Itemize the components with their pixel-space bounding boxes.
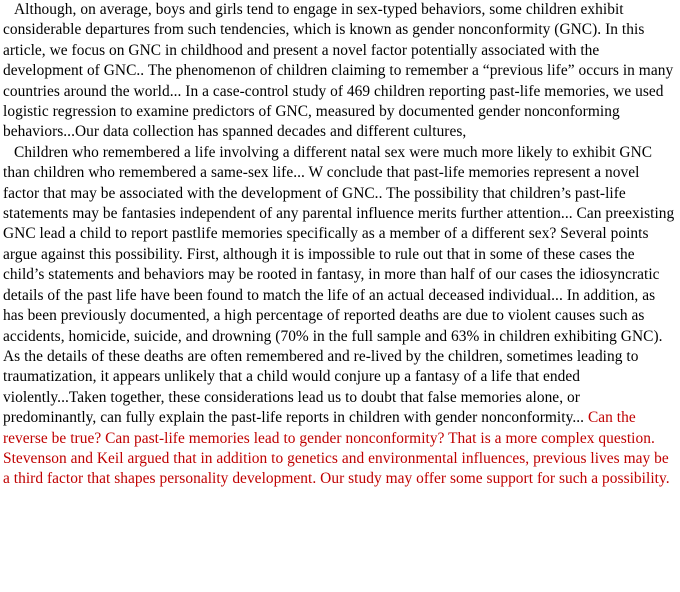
- document-body: [3, 0, 675, 490]
- paragraph-intro: Although, on average, boys and girls tend to engage in sex-typed behaviors, some children exhibit considerable departures from such tendencies, which is known as gender nonconformity (GNC). In this article, we focus on GNC in childhood and present a novel factor potentially associated with the development of GNC.. The phenomenon of children claiming to remember a “previous life” occurs in many countries around the world... In a case-control study of 469 children reporting past-life memories, we used logistic regression to examine predictors of GNC, measured by documented gender nonconforming behaviors...Our data collection has spanned decades and different cultures,: [3, 1, 674, 141]
- paragraph-findings: [3, 143, 675, 490]
- highlighted-conclusion-text: Can the reverse be true? Can past-life memories lead to gender nonconformity? That is a more complex question. Stevenson and Keil argued that in addition to genetics and environmental influences, previous lives may be a third factor that shapes personality development. Our study may offer some support for such a possibility.: [3, 409, 670, 488]
- paragraph-findings-text: Children who remembered a life involving a different natal sex were much more likely to exhibit GNC than children who remembered a same-sex life... W conclude that past-life memories represent a novel factor that may be associated with the development of GNC.. The possibility that children’s past-life statements may be fantasies independent of any parental influence merits further attention... Can preexisting GNC lead a child to report pastlife memories specifically as a member of a different sex? Several points argue against this possibility. First, although it is impossible to rule out that in some of these cases the child’s statements and behaviors may be rooted in fantasy, in more than half of our cases the idiosyncratic details of the past life have been found to match the life of an actual deceased individual... In addition, as has been previously documented, a high percentage of reported deaths are due to violent causes such as accidents, homicide, suicide, and drowning (70% in the full sample and 63% in children exhibiting GNC). As the details of these deaths are often remembered and re-lived by the children, sometimes leading to traumatization, it appears unlikely that a child would conjure up a fantasy of a life that ended violently...Taken together, these considerations lead us to doubt that false memories alone, or predominantly, can fully explain the past-life reports in children with gender nonconformity...: [3, 143, 675, 427]
